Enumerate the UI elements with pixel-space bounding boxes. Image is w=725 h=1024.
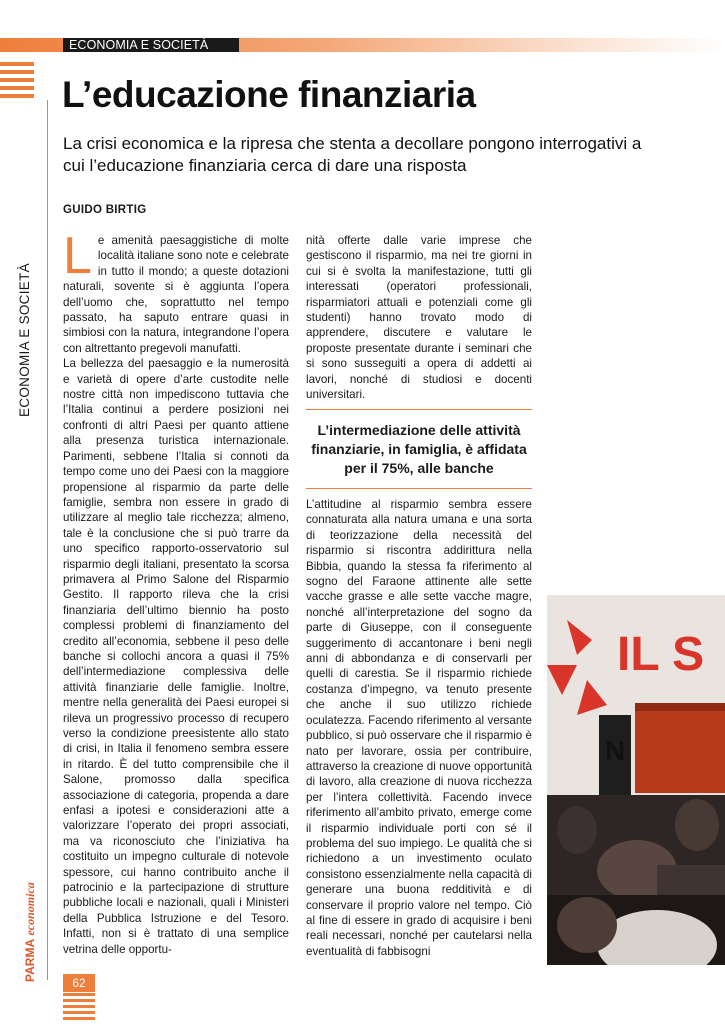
paragraph: L’attitudine al risparmio sembra essere connaturata alla natura umana e una sorta di teorizzazione della necessità del risparmio si riscontra addirittura nella Bibbia, quando la stessa fa riferimento al sogno del Faraone attinente alle sette vacche grasse e alle sette vacche magre, nonché all’interpretazione del sogno da parte di Giuseppe, con il conseguente suggerimento di accantonare i beni negli anni di abbondanza e di conservarli per quelli di carestia. Se il risparmio richiede costanza d’impegno, va tenuto presente che anche il suo utilizzo richiede oculatezza. Facendo riferimento al versante pubblico, si può osservare che il risparmio è nato per lavorare, ossia per contribuire, attraverso la creazione di nuove opportunità di lavoro, alla creazione di nuova ricchezza per l’intera collettività. Facendo invece riferimento all’ambito privato, emerge come il risparmio individuale porti con sé il problema del suo impiego. Le qualità che si richiedono a un investimento oculato consistono essenzialmente nella capacità di generare una buona redditività e di conservare il proprio valore nel tempo. Ciò al fine di essere in grado di acquisire i beni reali necessari, nonché per cautelarsi nella eventualità di fabbisogni [306, 498, 532, 958]
photo-podium-text: N [605, 735, 626, 766]
paragraph: e amenità paesaggistiche di molte località italiane sono note e celebrate in tutto il mondo; a queste dotazioni naturali, sovente si è aggiunta l’opera dell’uomo che, soprattutto nel tempo passato, ha saputo entrare quasi in simbiosi con la natura, integrandone l’opera con altrettanto pregevoli manufatti. [63, 234, 289, 355]
page-number: 62 [63, 974, 95, 992]
decorative-stripes-top [0, 62, 34, 102]
pull-quote: L’intermediazione delle attività finanziarie, in famiglia, è affidata per il 75%, alle banche [306, 409, 532, 489]
column-1 [63, 227, 289, 957]
drop-cap: L [63, 227, 92, 285]
column-3 [306, 497, 532, 959]
decorative-stripes-bottom [63, 993, 95, 1023]
section-tag: ECONOMIA E SOCIETÀ [63, 38, 239, 52]
brand-economica: economica [23, 882, 37, 936]
event-photo [547, 595, 725, 965]
paragraph: La bellezza del paesaggio e la numerosità e varietà di opere d’arte custodite nelle nostre città non impediscono tuttavia che l’Italia continui a perdere posizioni nei confronti di altri Paesi per quanto attiene alla presenza turistica internazionale. Parimenti, sebbene l’Italia si connoti da tempo come uno dei Paesi con la maggiore propensione al risparmio da parte delle famiglie, sembra non essere in grado di utilizzare al meglio tale ricchezza; almeno, tale è la conclusione che si può trarre da uno specifico rapporto-osservatorio sul risparmio degli italiani, presentato la scorsa primavera al Primo Salone del Risparmio Gestito. Il rapporto rileva che la crisi finanziaria dell’ultimo biennio ha posto complessi problemi di finanziamento del credito all’economia, sebbene il peso delle banche si collochi ancora a quasi il 75% dell’intermediazione complessiva delle attività finanziarie delle famiglie. Inoltre, mentre nella generalità dei Paesi europei si rileva un progressivo processo di recupero verso la condizione preesistente allo stato di crisi, in Italia il fenomeno sembra essere in ritardo. È del tutto comprensibile che il Salone, promosso dalla specifica associazione di categoria, propenda a dare enfasi a ipotesi e considerazioni atte a valorizzare l’operato dei propri associati, ma va riconosciuto che l’iniziativa ha costituito un impegno culturale di notevole spessore, cui hanno contribuito anche il patrocinio e la partecipazione di strutture pubbliche locali e nazionali, quali i Ministeri della Pubblica Istruzione e del Tesoro. Infatti, non si è trattato di una semplice vetrina delle opportu- [63, 357, 289, 956]
margin-rule [47, 100, 48, 980]
photo-banner-text: IL S [617, 628, 705, 681]
column-2 [306, 233, 532, 402]
article-title: L’educazione finanziaria [62, 74, 476, 115]
sidebar-section-label: ECONOMIA E SOCIETÀ [17, 263, 32, 417]
article-subtitle: La crisi economica e la ripresa che stenta a decollare pongono interrogativi a cui l’educazione finanziaria cerca di dare una risposta [63, 134, 642, 175]
paragraph: nità offerte dalle varie imprese che gestiscono il risparmio, ma nei tre giorni in cui si è svolta la manifestazione, tutti gli interessati (operatori professionali, risparmiatori attuali e potenziali come gli studenti) hanno trovato modo di apprendere, discutere e valutare le proposte presentate durante i seminari che si sono susseguiti a opera di addetti ai lavori, nonché di studiosi e docenti universitari. [306, 234, 532, 402]
article-author: GUIDO BIRTIG [63, 204, 147, 216]
magazine-brand [23, 882, 38, 982]
brand-parma: PARMA [23, 938, 37, 982]
